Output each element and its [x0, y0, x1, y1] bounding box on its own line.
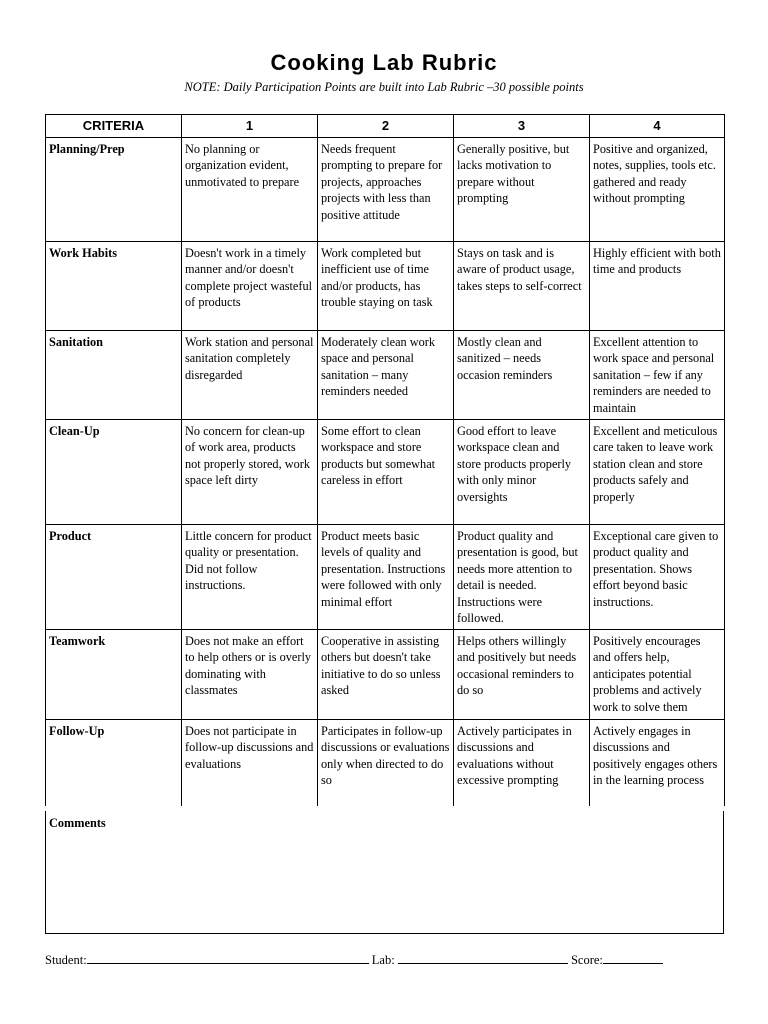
header-score-1: 1 — [182, 115, 318, 138]
table-row — [46, 420, 725, 525]
score-3-cell: Mostly clean and sanitized – needs occasion reminders — [454, 331, 590, 420]
student-field[interactable] — [87, 950, 369, 964]
score-4-cell: Excellent and meticulous care taken to leave work station clean and store products safely and properly — [590, 420, 725, 525]
score-4-cell: Excellent attention to work space and personal sanitation – few if any reminders are needed to maintain — [590, 331, 725, 420]
score-2-cell: Some effort to clean workspace and store products but somewhat careless in effort — [318, 420, 454, 525]
score-4-cell: Exceptional care given to product quality and presentation. Shows effort beyond basic instructions. — [590, 525, 725, 630]
score-1-cell: Does not make an effort to help others or is overly dominating with classmates — [182, 630, 318, 720]
score-1-cell: Work station and personal sanitation completely disregarded — [182, 331, 318, 420]
score-1-cell: Does not participate in follow-up discussions and evaluations — [182, 720, 318, 806]
score-4-cell: Positively encourages and offers help, anticipates potential problems and actively work to solve them — [590, 630, 725, 720]
header-score-3: 3 — [454, 115, 590, 138]
score-2-cell: Product meets basic levels of quality and presentation. Instructions were followed with only minimal effort — [318, 525, 454, 630]
criteria-cell: Sanitation — [46, 331, 182, 420]
page-title: Cooking Lab Rubric — [270, 50, 498, 75]
score-2-cell: Moderately clean work space and personal sanitation – many reminders needed — [318, 331, 454, 420]
score-2-cell: Work completed but inefficient use of time and/or products, has trouble staying on task — [318, 242, 454, 331]
table-row — [46, 331, 725, 420]
score-1-cell: No planning or organization evident, unmotivated to prepare — [182, 138, 318, 242]
score-4-cell: Actively engages in discussions and positively engages others in the learning process — [590, 720, 725, 806]
table-row — [46, 242, 725, 331]
score-3-cell: Good effort to leave workspace clean and store products properly with only minor oversights — [454, 420, 590, 525]
header-criteria: CRITERIA — [46, 115, 182, 138]
score-3-cell: Helps others willingly and positively but needs occasional reminders to do so — [454, 630, 590, 720]
score-1-cell: No concern for clean-up of work area, products not properly stored, work space left dirty — [182, 420, 318, 525]
comments-label: Comments — [49, 816, 106, 830]
table-row — [46, 525, 725, 630]
student-label: Student: — [45, 953, 87, 967]
table-row — [46, 138, 725, 242]
criteria-cell: Planning/Prep — [46, 138, 182, 242]
score-3-cell: Actively participates in discussions and evaluations without excessive prompting — [454, 720, 590, 806]
header-score-4: 4 — [590, 115, 725, 138]
table-row — [46, 720, 725, 806]
criteria-cell: Product — [46, 525, 182, 630]
score-4-cell: Highly efficient with both time and products — [590, 242, 725, 331]
score-2-cell: Needs frequent prompting to prepare for projects, approaches projects with less than positive attitude — [318, 138, 454, 242]
score-field[interactable] — [603, 950, 663, 964]
criteria-cell: Follow-Up — [46, 720, 182, 806]
header-score-2: 2 — [318, 115, 454, 138]
score-4-cell: Positive and organized, notes, supplies, tools etc. gathered and ready without prompting — [590, 138, 725, 242]
score-3-cell: Product quality and presentation is good, but needs more attention to detail is needed. Instructions were followed. — [454, 525, 590, 630]
score-2-cell: Participates in follow-up discussions or evaluations only when directed to do so — [318, 720, 454, 806]
score-1-cell: Little concern for product quality or presentation. Did not follow instructions. — [182, 525, 318, 630]
score-label: Score: — [570, 953, 603, 967]
criteria-cell: Clean-Up — [46, 420, 182, 525]
participation-note: NOTE: Daily Participation Points are built into Lab Rubric –30 possible points — [184, 80, 584, 94]
rubric-table — [45, 114, 725, 806]
score-3-cell: Generally positive, but lacks motivation to prepare without prompting — [454, 138, 590, 242]
lab-field[interactable] — [398, 950, 568, 964]
header-row — [46, 115, 725, 138]
score-1-cell: Doesn't work in a timely manner and/or doesn't complete project wasteful of products — [182, 242, 318, 331]
score-2-cell: Cooperative in assisting others but doesn't take initiative to do so unless asked — [318, 630, 454, 720]
criteria-cell: Work Habits — [46, 242, 182, 331]
footer — [45, 950, 735, 968]
score-3-cell: Stays on task and is aware of product usage, takes steps to self-correct — [454, 242, 590, 331]
table-row — [46, 630, 725, 720]
comments-box[interactable] — [45, 811, 724, 934]
lab-label: Lab: — [371, 953, 395, 967]
criteria-cell: Teamwork — [46, 630, 182, 720]
